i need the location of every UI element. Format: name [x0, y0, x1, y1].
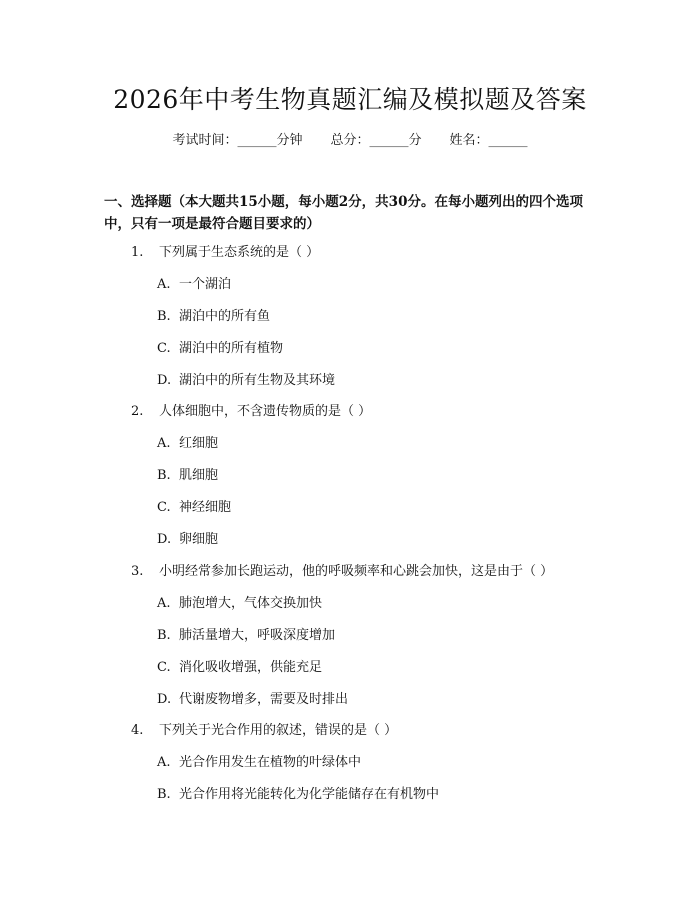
option-text: 一个湖泊	[179, 277, 232, 292]
question-1	[131, 243, 319, 263]
option-letter: D.	[157, 373, 172, 388]
option-text: 神经细胞	[179, 500, 232, 515]
question-text: 人体细胞中，不含遗传物质的是（ ）	[159, 404, 372, 419]
option-letter: D.	[157, 692, 172, 707]
option-text: 湖泊中的所有生物及其环境	[179, 373, 336, 388]
option-text: 消化吸收增强，供能充足	[179, 660, 323, 675]
option-2c	[157, 498, 231, 518]
section-heading: 一、选择题（本大题共15小题，每小题2分，共30分。在每小题列出的四个选项中，只有一项是最符合题目要求的）	[104, 194, 583, 232]
question-number: 4.	[131, 723, 144, 738]
option-letter: B.	[157, 468, 171, 483]
question-text: 小明经常参加长跑运动，他的呼吸频率和心跳会加快，这是由于（ ）	[159, 564, 554, 579]
option-2d	[157, 530, 218, 550]
option-text: 湖泊中的所有鱼	[179, 309, 271, 324]
option-letter: B.	[157, 309, 171, 324]
question-number: 2.	[131, 404, 144, 419]
question-text: 下列属于生态系统的是（ ）	[159, 245, 320, 260]
option-text: 卵细胞	[179, 532, 219, 547]
option-letter: B.	[157, 787, 171, 802]
option-3a	[157, 594, 322, 614]
option-1a	[157, 275, 231, 295]
option-text: 光合作用发生在植物的叶绿体中	[179, 755, 362, 770]
option-letter: C.	[157, 500, 171, 515]
option-text: 湖泊中的所有植物	[179, 341, 284, 356]
option-4b	[157, 785, 439, 805]
total-score-field: 总分：______分	[330, 133, 422, 148]
option-letter: A.	[157, 277, 171, 292]
option-letter: D.	[157, 532, 172, 547]
exam-info-line	[0, 131, 700, 151]
question-4	[131, 721, 397, 741]
option-3c	[157, 658, 322, 678]
option-3d	[157, 690, 348, 710]
option-letter: C.	[157, 341, 171, 356]
option-text: 肺活量增大，呼吸深度增加	[179, 628, 336, 643]
option-letter: A.	[157, 755, 171, 770]
option-letter: A.	[157, 436, 171, 451]
option-text: 光合作用将光能转化为化学能储存在有机物中	[179, 787, 440, 802]
question-text: 下列关于光合作用的叙述，错误的是（ ）	[159, 723, 398, 738]
question-number: 1.	[131, 245, 144, 260]
option-3b	[157, 626, 335, 646]
option-2b	[157, 466, 218, 486]
option-1c	[157, 339, 283, 359]
exam-time-field: 考试时间：______分钟	[172, 133, 303, 148]
question-2	[131, 402, 371, 422]
option-text: 肌细胞	[179, 468, 219, 483]
option-letter: C.	[157, 660, 171, 675]
option-letter: B.	[157, 628, 171, 643]
option-letter: A.	[157, 596, 171, 611]
option-text: 代谢废物增多，需要及时排出	[179, 692, 349, 707]
option-text: 红细胞	[179, 436, 219, 451]
question-number: 3.	[131, 564, 144, 579]
option-text: 肺泡增大，气体交换加快	[179, 596, 323, 611]
student-name-field: 姓名：______	[449, 133, 528, 148]
option-1d	[157, 371, 335, 391]
option-2a	[157, 434, 218, 454]
option-4a	[157, 753, 361, 773]
question-3	[131, 562, 553, 582]
option-1b	[157, 307, 270, 327]
page-title: 2026年中考生物真题汇编及模拟题及答案	[113, 85, 587, 114]
